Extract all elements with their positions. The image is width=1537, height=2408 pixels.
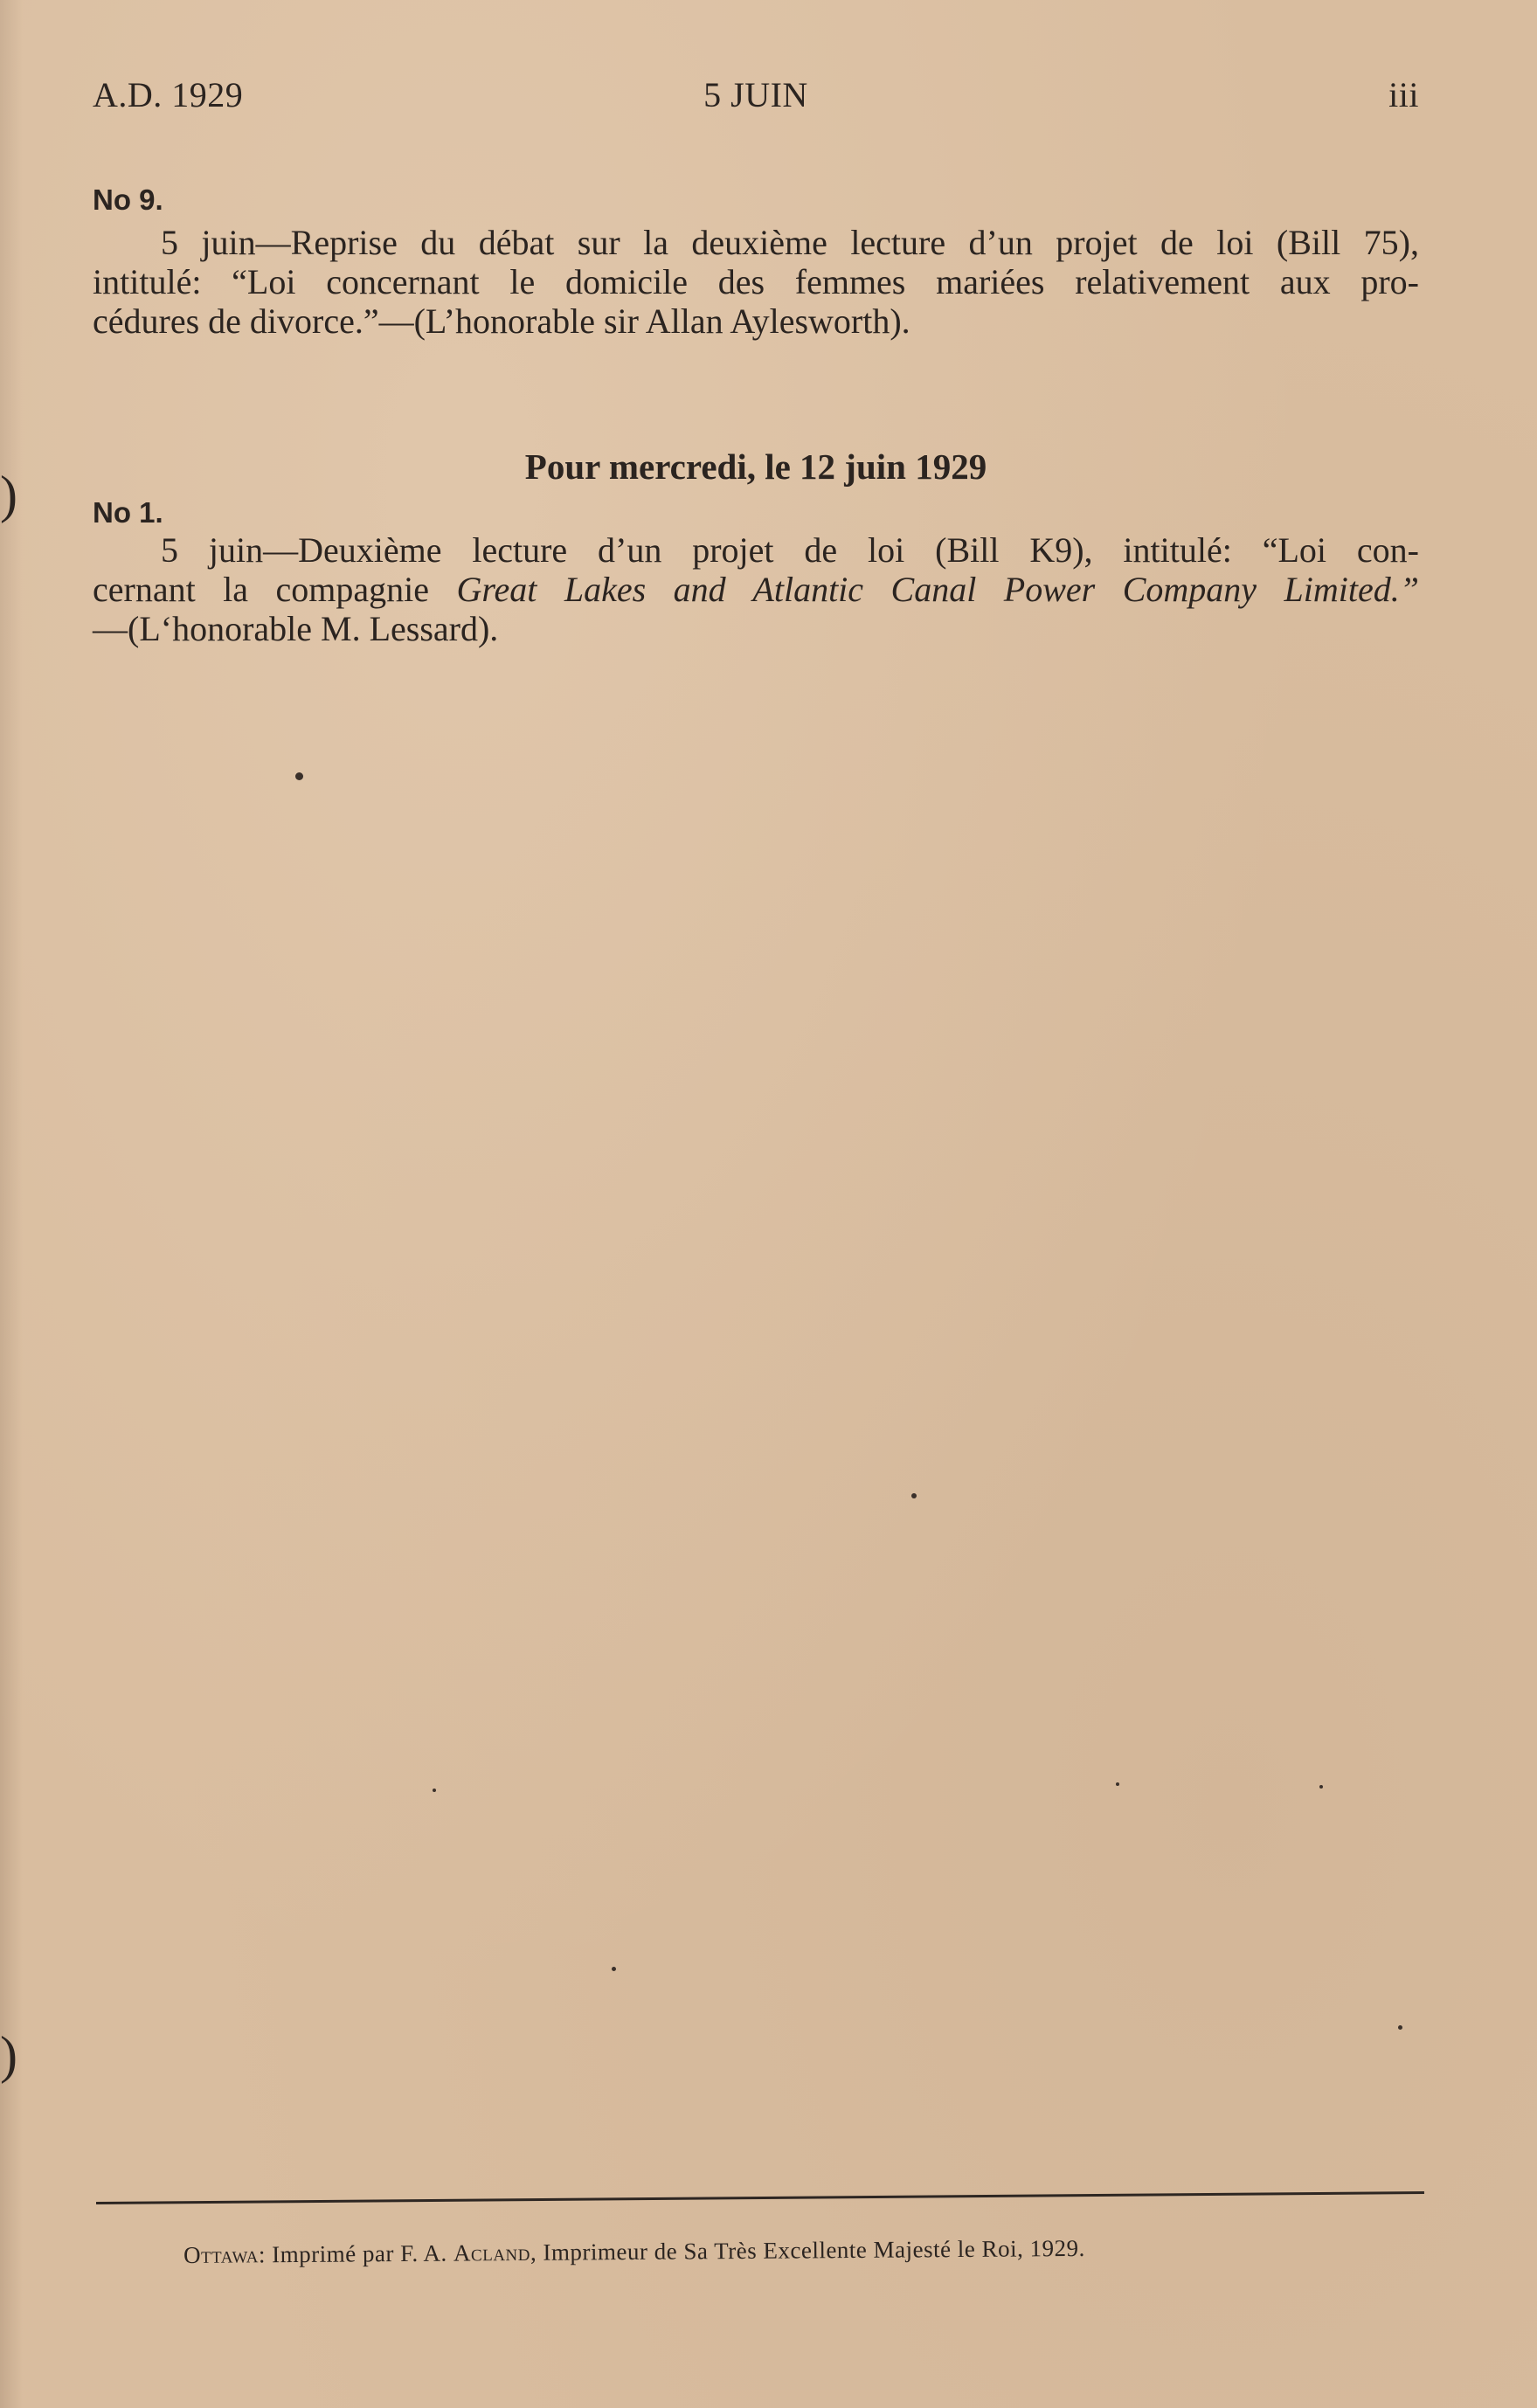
paper-speck bbox=[911, 1493, 917, 1498]
paper-speck bbox=[612, 1967, 616, 1971]
margin-bracket-mark: ) bbox=[0, 466, 17, 523]
company-name-italic: Great Lakes and Atlantic Canal Power Company Limited.” bbox=[456, 570, 1419, 609]
paper-speck bbox=[295, 772, 303, 780]
paper-speck bbox=[1319, 1785, 1323, 1789]
imprint-text: : Imprimé par F. A. bbox=[258, 2239, 454, 2268]
paragraph-line: —(L‘honorable M. Lessard). bbox=[93, 609, 499, 648]
imprint-place: Ottawa bbox=[183, 2241, 260, 2268]
page-header bbox=[93, 74, 1419, 116]
paper-speck bbox=[1398, 2025, 1402, 2030]
margin-bracket-mark: ) bbox=[0, 2026, 17, 2084]
entry-paragraph bbox=[93, 223, 1419, 341]
section-heading: Pour mercredi, le 12 juin 1929 bbox=[524, 446, 987, 487]
page-number: iii bbox=[1388, 75, 1419, 114]
paragraph-line: 5 juin—Deuxième lecture d’un projet de loi (Bill K9), intitulé: “Loi con- bbox=[161, 530, 1419, 570]
paragraph-line bbox=[93, 570, 1419, 609]
entry-number: No 1. bbox=[93, 496, 163, 529]
entry-number: No 9. bbox=[93, 183, 163, 216]
paper-speck bbox=[1116, 1782, 1119, 1786]
imprint-text: , Imprimeur de Sa Très Excellente Majesté le Roi, 1929. bbox=[530, 2234, 1085, 2266]
header-date: 5 JUIN bbox=[703, 75, 808, 114]
entry-paragraph bbox=[93, 530, 1419, 648]
paragraph-line: cédures de divorce.”—(L’honorable sir Allan Aylesworth). bbox=[93, 301, 910, 341]
imprint-printer: Acland bbox=[453, 2238, 531, 2266]
header-year: A.D. 1929 bbox=[93, 75, 244, 114]
paragraph-text: cernant la compagnie bbox=[93, 570, 457, 609]
paragraph-line: intitulé: “Loi concernant le domicile des femmes mariées relativement aux pro- bbox=[93, 262, 1419, 301]
paper-speck bbox=[433, 1789, 436, 1792]
paragraph-line: 5 juin—Reprise du débat sur la deuxième lecture d’un projet de loi (Bill 75), bbox=[161, 223, 1419, 262]
